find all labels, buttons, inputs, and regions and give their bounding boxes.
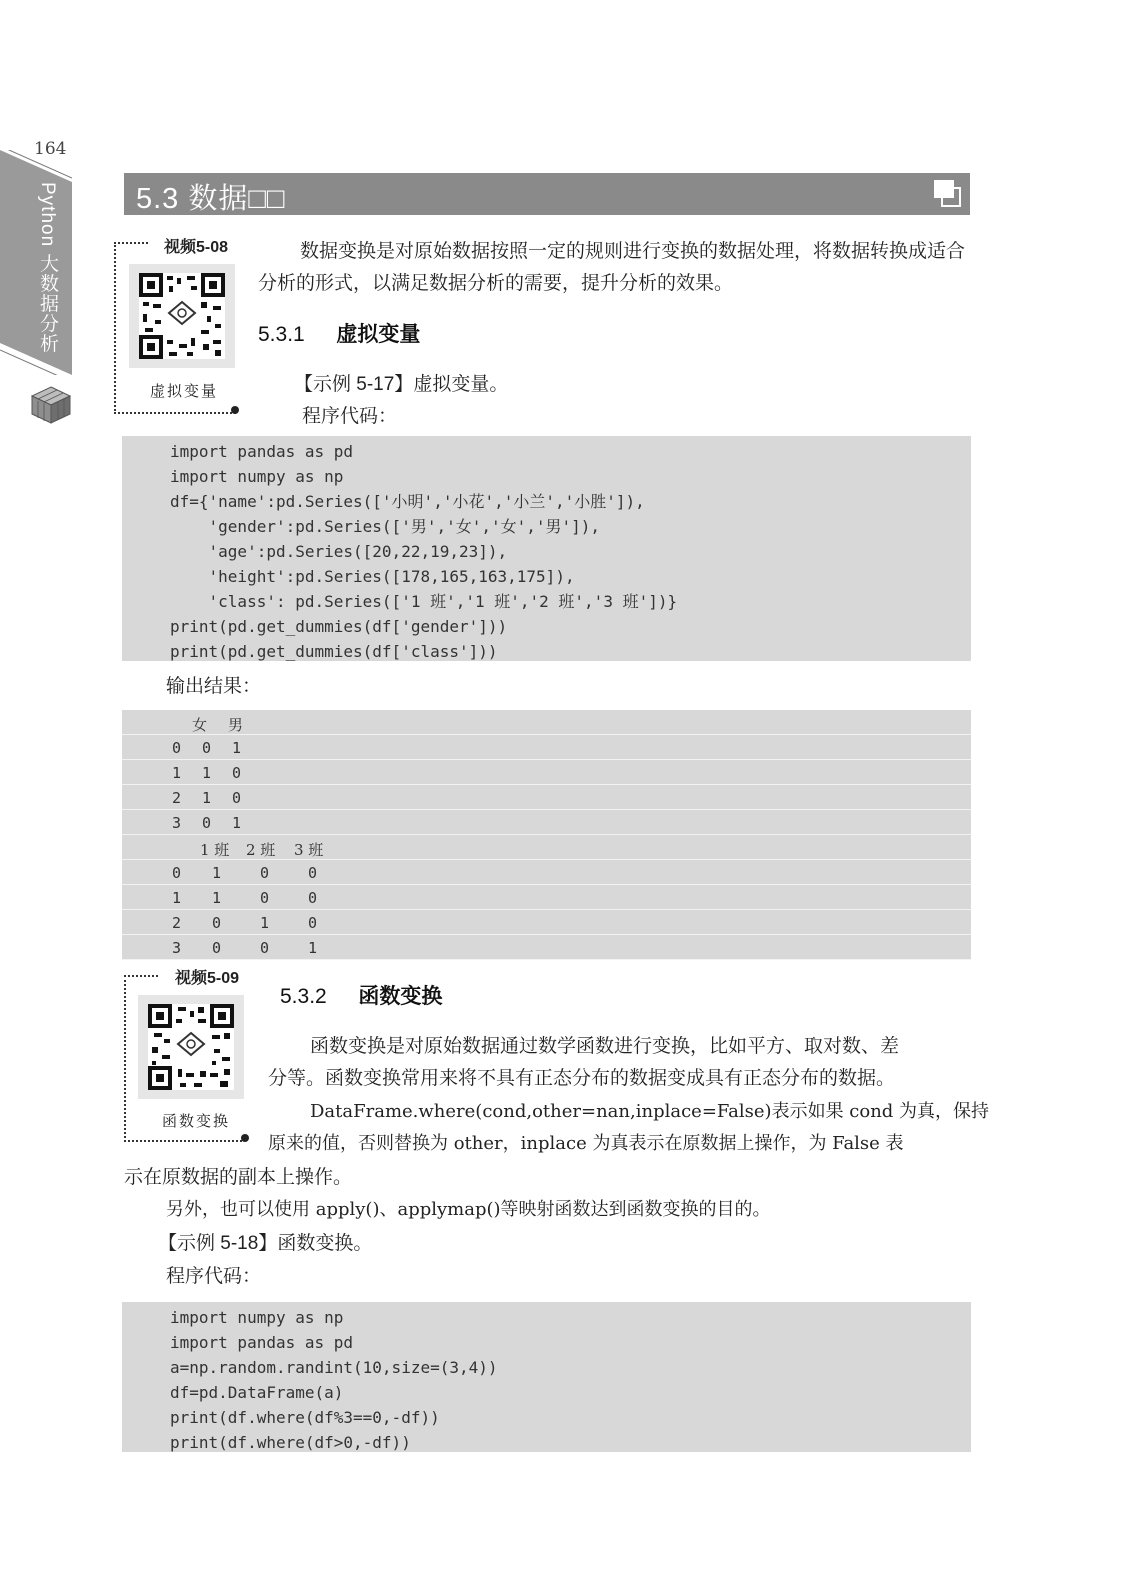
example-text-1: 虚拟变量。 bbox=[413, 373, 509, 395]
cube-icon bbox=[30, 385, 72, 425]
qr-code-icon bbox=[129, 264, 235, 368]
code-line: 'height':pd.Series([178,165,163,175]), bbox=[170, 567, 575, 586]
output-cell: 1 bbox=[212, 864, 222, 882]
output-cell: 1 bbox=[212, 889, 222, 907]
output-header: 女 bbox=[192, 716, 208, 734]
book-title: Python 大数据分析 bbox=[37, 182, 58, 354]
code-line: import numpy as np bbox=[170, 467, 344, 486]
output-row bbox=[122, 810, 971, 835]
output-cell: 1 bbox=[172, 764, 182, 782]
output-cell: 0 bbox=[260, 889, 270, 907]
output-cell: 0 bbox=[202, 739, 212, 757]
output-cell: 1 bbox=[308, 939, 318, 957]
code-line: df={'name':pd.Series(['小明','小花','小兰','小胜']), bbox=[170, 492, 645, 511]
subsection-title-1: 虚拟变量 bbox=[336, 323, 421, 346]
qr-caption-2: 函数变换 bbox=[162, 1112, 231, 1130]
output-label: 输出结果： bbox=[166, 675, 262, 697]
subsection-number-2: 5.3.2 bbox=[280, 985, 327, 1008]
qr-caption-1: 虚拟变量 bbox=[150, 382, 219, 400]
code-line: import numpy as np bbox=[170, 1308, 344, 1327]
code-line: a=np.random.randint(10,size=(3,4)) bbox=[170, 1358, 498, 1377]
code-line: 'gender':pd.Series(['男','女','女','男']), bbox=[170, 517, 601, 536]
paragraph-3-line-2: 原来的值，否则替换为 other，inplace 为真表示在原数据上操作，为 False 表 bbox=[268, 1133, 904, 1154]
output-header: 3 班 bbox=[294, 841, 324, 859]
output-cell: 0 bbox=[172, 864, 182, 882]
code-block-2 bbox=[122, 1302, 971, 1452]
output-cell: 1 bbox=[232, 814, 242, 832]
callout-end-dot-2 bbox=[241, 1134, 249, 1142]
window-icon bbox=[932, 178, 962, 208]
video-label-2: 视频5-09 bbox=[175, 970, 240, 987]
callout-end-dot-1 bbox=[231, 406, 239, 414]
output-row bbox=[122, 935, 971, 960]
example-label-1: 【示例 5-17】 bbox=[294, 374, 414, 395]
output-cell: 3 bbox=[172, 939, 182, 957]
section-title: 5.3 数据□□ bbox=[136, 183, 286, 215]
output-cell: 3 bbox=[172, 814, 182, 832]
video-label-1: 视频5-08 bbox=[164, 239, 229, 256]
code-block-1 bbox=[122, 436, 971, 661]
example-18-line bbox=[158, 1227, 372, 1260]
example-17-line bbox=[294, 368, 508, 401]
code-line: df=pd.DataFrame(a) bbox=[170, 1383, 344, 1402]
example-label-2: 【示例 5-18】 bbox=[158, 1233, 278, 1254]
code-line: print(df.where(df>0,-df)) bbox=[170, 1433, 411, 1452]
output-cell: 1 bbox=[172, 889, 182, 907]
code-line: 'class': pd.Series(['1 班','1 班','2 班','3 班'])} bbox=[170, 592, 678, 611]
output-cell: 0 bbox=[260, 939, 270, 957]
qr-code-1[interactable] bbox=[129, 264, 235, 368]
output-row bbox=[122, 735, 971, 760]
output-header-row bbox=[122, 710, 971, 735]
code-line: import pandas as pd bbox=[170, 1333, 354, 1352]
program-code-label-2: 程序代码： bbox=[166, 1265, 262, 1287]
output-header: 2 班 bbox=[246, 841, 276, 859]
output-cell: 0 bbox=[232, 789, 242, 807]
output-cell: 1 bbox=[232, 739, 242, 757]
paragraph-3-line-3: 示在原数据的副本上操作。 bbox=[124, 1166, 353, 1188]
output-cell: 1 bbox=[202, 789, 212, 807]
code-line: print(df.where(df%3==0,-df)) bbox=[170, 1408, 440, 1427]
subsection-number-1: 5.3.1 bbox=[258, 323, 305, 346]
program-code-label-1: 程序代码： bbox=[302, 405, 398, 427]
output-cell: 0 bbox=[308, 889, 318, 907]
subsection-heading-2 bbox=[280, 980, 442, 1010]
paragraph-2-line-1: 函数变换是对原始数据通过数学函数进行变换，比如平方、取对数、差 bbox=[310, 1035, 900, 1057]
code-line: 'age':pd.Series([20,22,19,23]), bbox=[170, 542, 508, 561]
output-cell: 0 bbox=[260, 864, 270, 882]
output-row bbox=[122, 860, 971, 885]
output-header-row bbox=[122, 835, 971, 860]
output-header: 男 bbox=[228, 716, 244, 734]
output-cell: 0 bbox=[232, 764, 242, 782]
output-cell: 0 bbox=[212, 939, 222, 957]
output-cell: 0 bbox=[202, 814, 212, 832]
subsection-title-2: 函数变换 bbox=[358, 985, 443, 1008]
output-cell: 2 bbox=[172, 914, 182, 932]
output-cell: 1 bbox=[260, 914, 270, 932]
paragraph-4: 另外，也可以使用 apply()、applymap()等映射函数达到函数变换的目的。 bbox=[166, 1199, 771, 1220]
example-text-2: 函数变换。 bbox=[277, 1232, 373, 1254]
output-cell: 0 bbox=[308, 864, 318, 882]
output-cell: 0 bbox=[308, 914, 318, 932]
intro-paragraph: 数据变换是对原始数据按照一定的规则进行变换的数据处理，将数据转换成适合分析的形式，以满足数据分析的需要，提升分析的效果。 bbox=[258, 240, 966, 294]
output-row bbox=[122, 760, 971, 785]
paragraph-2-line-2: 分等。函数变换常用来将不具有正态分布的数据变成具有正态分布的数据。 bbox=[268, 1067, 896, 1089]
qr-code-2[interactable] bbox=[138, 995, 244, 1099]
paragraph-3-line-1: DataFrame.where(cond,other=nan,inplace=False)表示如果 cond 为真，保持 bbox=[310, 1101, 990, 1122]
page-number: 164 bbox=[34, 139, 67, 159]
output-block-1 bbox=[122, 710, 971, 960]
subsection-heading-1 bbox=[258, 318, 420, 348]
code-line: print(pd.get_dummies(df['class'])) bbox=[170, 642, 498, 661]
output-cell: 0 bbox=[212, 914, 222, 932]
output-row bbox=[122, 785, 971, 810]
code-line: import pandas as pd bbox=[170, 442, 354, 461]
code-line: print(pd.get_dummies(df['gender'])) bbox=[170, 617, 508, 636]
output-cell: 1 bbox=[202, 764, 212, 782]
qr-code-icon bbox=[138, 995, 244, 1099]
output-row bbox=[122, 910, 971, 935]
output-header: 1 班 bbox=[200, 841, 230, 859]
output-cell: 2 bbox=[172, 789, 182, 807]
output-cell: 0 bbox=[172, 739, 182, 757]
output-row bbox=[122, 885, 971, 910]
